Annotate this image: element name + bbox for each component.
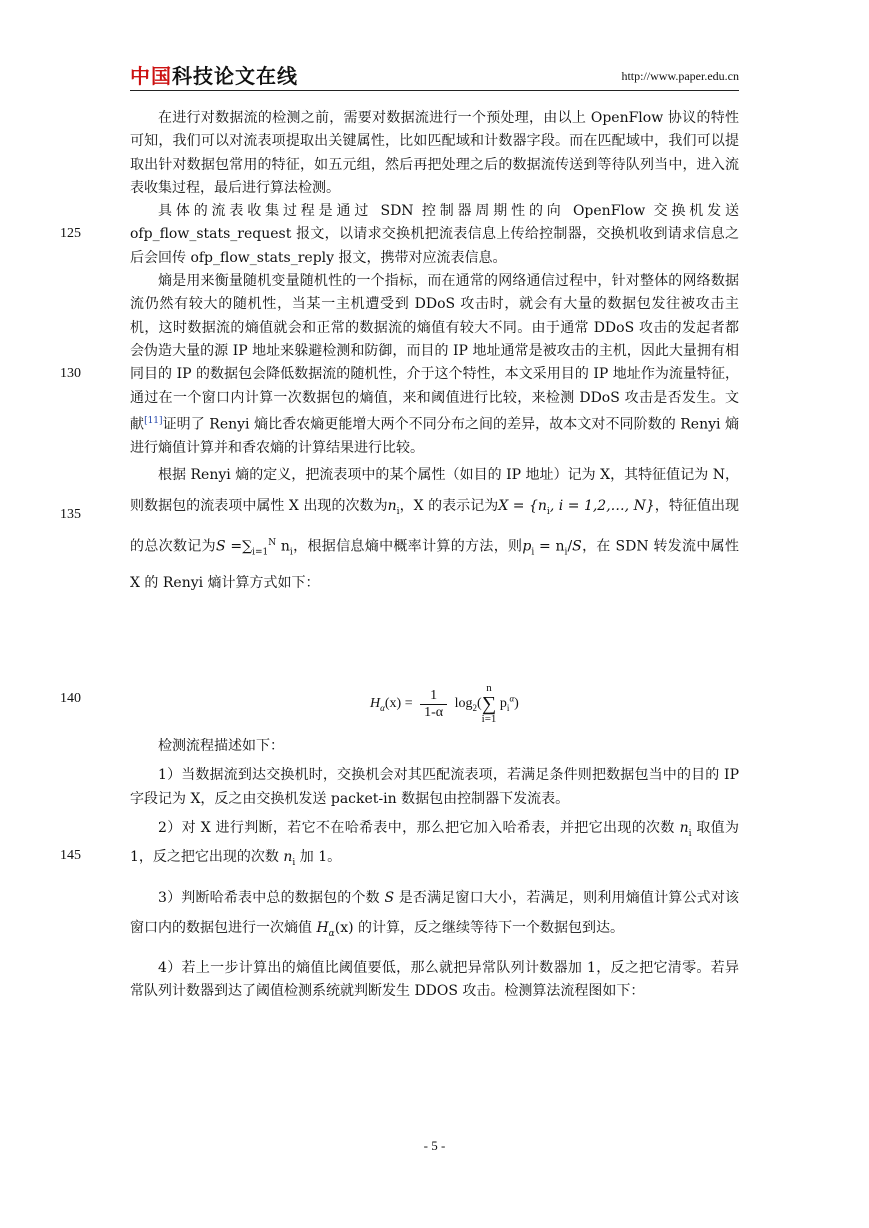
paragraph-flow-collection: 具体的流表收集过程是通过 SDN 控制器周期性的向 OpenFlow 交换机发送 ofp_flow_stats_request 报文，以请求交换机把流表信息上传给控制器，交换机收到请求信息之后会回传 ofp_flow_stats_reply 报文，携带对应流表信息。 [130, 203, 739, 266]
main-text [130, 107, 739, 599]
line-number: 140 [60, 691, 81, 706]
citation-link[interactable]: [11] [144, 415, 163, 426]
paragraph-step-4: 4）若上一步计算出的熵值比阈值要低，那么就把异常队列计数器加 1，反之把它清零。若异常队列计数器到达了阈值检测系统就判断发生 DDOS 攻击。检测算法流程图如下： [130, 959, 739, 1000]
page-header [130, 64, 739, 91]
paragraph-entropy: 熵是用来衡量随机变量随机性的一个指标，而在通常的网络通信过程中，针对整体的网络数据流仍然有较大的随机性，当某一主机遭受到 DDoS 攻击时，就会有大量的数据包发往被攻击主机，这时数据流的熵值就会和正常的数据流的熵值有较大不同。由于通常 DDoS 攻击的发起者都会伪造大量的源 IP 地址来躲避检测和防御，而目的 IP 地址通常是被攻击的主机，因此大量拥有相同目的 IP 的数据包会降低数据流的随机性，介于这个特性，本文采用目的 IP 地址作为流量特征，通过在一个窗口内计算一次数据包的熵值，来和阈值进行比较，来检测 DDoS 攻击是否发生。文献[11]证明了 Renyi 熵比香农熵更能增大两个不同分布之间的差异，故本文对不同阶数的 Renyi 熵进行熵值计算并和香农熵的计算结果进行比较。 [130, 273, 739, 456]
paragraph-step-1: 1）当数据流到达交换机时，交换机会对其匹配流表项，若满足条件则把数据包当中的目的 IP 字段记为 X，反之由交换机发送 packet-in 数据包由控制器下发流表。 [130, 767, 739, 807]
paragraph-step-2: 2）对 X 进行判断，若它不在哈希表中，那么把它加入哈希表，并把它出现的次数 $n_i$ 取值为 1，反之把它出现的次数 $n_i$ 加 1。 [130, 819, 740, 868]
line-number: 135 [60, 507, 81, 522]
paragraph-steps-intro: 检测流程描述如下： [158, 738, 284, 754]
renyi-entropy-formula: $H_\alpha(x)$ = $\frac{1}{1-\alpha}$ $\log_2(n$ ∑ i=1 $p_i^\alpha$) [370, 682, 519, 725]
page-number: - 5 - [423, 1138, 446, 1153]
journal-logo [130, 64, 298, 88]
line-number: 125 [60, 226, 81, 241]
line-number: 145 [60, 848, 81, 863]
line-number: 130 [60, 366, 81, 381]
paragraph-renyi-definition: 根据 Renyi 熵的定义，把流表项中的某个属性（如目的 IP 地址）记为 X，其特征值记为 N，则数据包的流表项中属性 X 出现的次数为$n_i$，X 的表示记为$X = \{n_i$, i = 1,2,…, N}，特征值出现的总次数记为$S =\sum_{i=1}^N$ $n_i$，根据信息熵中概率计算的方法，则$p_i = n_i/S$，在 SDN 转发流中属性 X 的 Renyi 熵计算方式如下： [130, 467, 740, 592]
logo-black-text: 科技论文在线 [172, 64, 298, 88]
paragraph-preprocess: 在进行对数据流的检测之前，需要对数据流进行一个预处理，由以上 OpenFlow 协议的特性可知，我们可以对流表项提取出关键属性，比如匹配域和计数器字段。而在匹配域中，我们可以提取出针对数据包常用的特征，如五元组，然后再把处理之后的数据流传送到等待队列当中，进入流表收集过程，最后进行算法检测。 [130, 110, 739, 196]
paragraph-step-3: 3）判断哈希表中总的数据包的个数 S 是否满足窗口大小，若满足，则利用熵值计算公式对该窗口内的数据包进行一次熵值 $H_\alpha(x)$ 的计算，反之继续等待下一个数据包到达。 [130, 890, 739, 939]
header-url: http://www.paper.edu.cn [621, 69, 739, 83]
logo-red-text: 中国 [130, 64, 172, 88]
detection-steps [130, 735, 739, 1003]
